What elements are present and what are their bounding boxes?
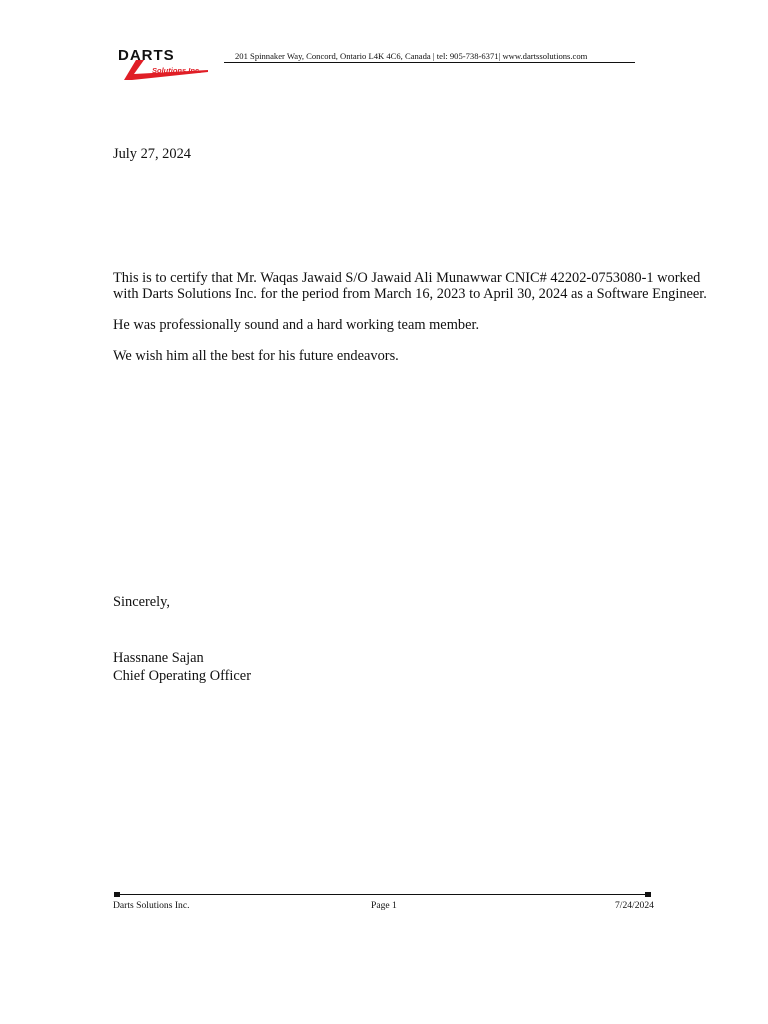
header-rule	[224, 62, 635, 63]
performance-paragraph: He was professionally sound and a hard working team member.	[113, 317, 480, 333]
wishes-paragraph: We wish him all the best for his future endeavors.	[113, 348, 399, 364]
certification-line-1: This is to certify that Mr. Waqas Jawaid S/O Jawaid Ali Munawwar CNIC# 42202-0753080-1 worked	[113, 270, 701, 286]
company-address: 201 Spinnaker Way, Concord, Ontario L4K 4C6, Canada | tel: 905-738-6371| www.dartssolutions.com	[235, 51, 588, 61]
footer-company: Darts Solutions Inc.	[113, 900, 190, 911]
footer-page-number: Page 1	[371, 900, 397, 911]
certification-paragraph	[113, 270, 707, 302]
footer-date: 7/24/2024	[615, 900, 654, 911]
closing-salutation: Sincerely,	[113, 594, 171, 610]
letterhead	[114, 44, 636, 84]
logo-word: DARTS	[118, 47, 175, 64]
signer-name: Hassnane Sajan	[113, 650, 204, 666]
footer-rule-cap-left	[114, 892, 120, 897]
signer-title: Chief Operating Officer	[113, 668, 251, 684]
footer-rule	[115, 894, 651, 895]
certification-line-2: with Darts Solutions Inc. for the period from March 16, 2023 to April 30, 2024 as a Software Engineer.	[113, 286, 707, 302]
darts-logo	[114, 48, 210, 82]
footer-rule-cap-right	[645, 892, 651, 897]
letter-date: July 27, 2024	[113, 146, 191, 162]
logo-subtitle: Solutions Inc.	[152, 66, 202, 75]
